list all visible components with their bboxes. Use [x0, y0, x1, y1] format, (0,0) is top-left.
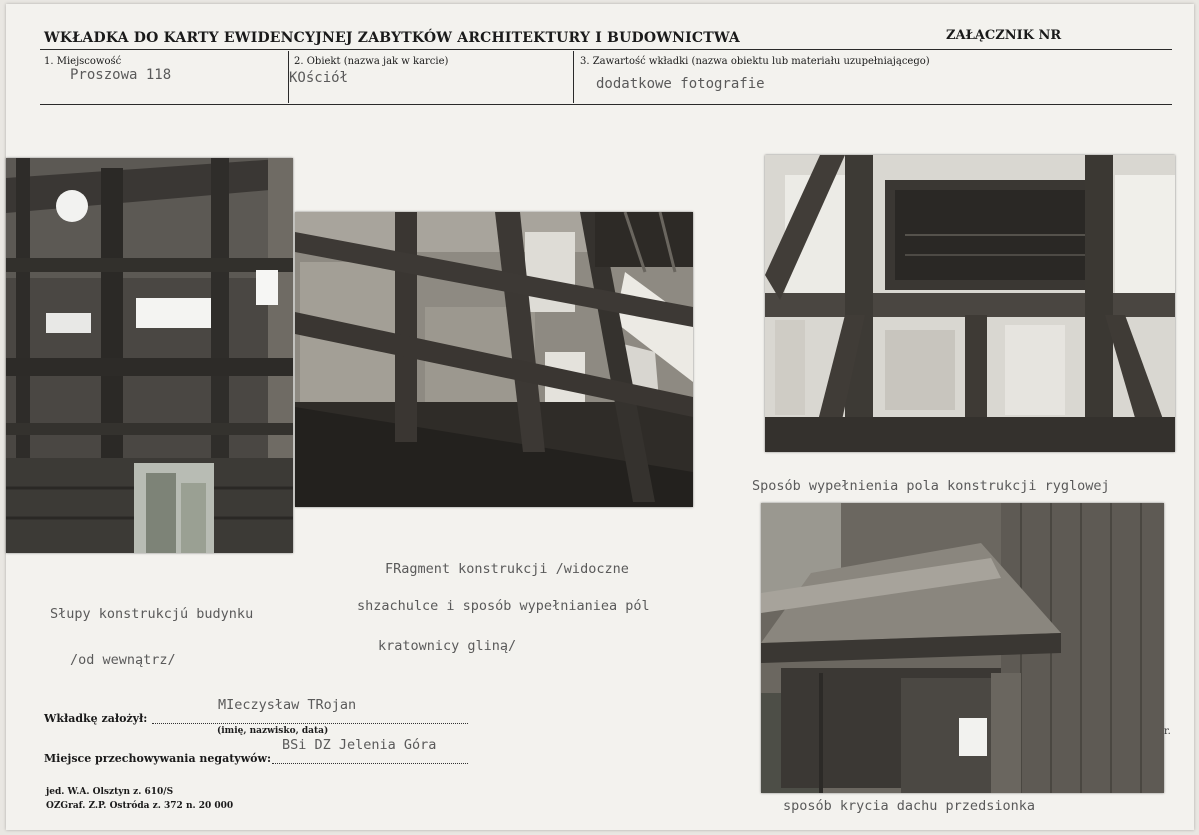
- photo-infill-method: [765, 155, 1175, 452]
- annex-label: ZAŁĄCZNIK NR: [946, 28, 1062, 43]
- negatives-value: BSi DZ Jelenia Góra: [282, 737, 437, 753]
- field-row-rule: [40, 104, 1172, 105]
- locality-value: Proszowa 118: [70, 67, 172, 83]
- print-note-line-2: OZGraf. Z.P. Ostróda z. 372 n. 20 000: [46, 801, 234, 811]
- object-value: KOściół: [289, 70, 349, 86]
- negatives-label: Miejsce przechowywania negatywów:: [44, 752, 272, 765]
- founder-dotted-line: [152, 722, 468, 724]
- photo-frame-fragment: [295, 212, 693, 507]
- negatives-dotted-line: [272, 762, 468, 764]
- caption-photo-4: sposób krycia dachu przedsionka: [783, 798, 1035, 814]
- object-label: 2. Obiekt (nazwa jak w karcie): [294, 56, 449, 67]
- contents-label: 3. Zawartość wkładki (nazwa obiektu lub materiału uzupełniającego): [580, 56, 930, 67]
- founder-value: MIeczysław TRojan: [218, 697, 357, 713]
- caption-photo-2-line-2: shzachulce i sposób wypełnianiea pól: [357, 598, 650, 614]
- founder-label: Wkładkę założył:: [44, 712, 148, 725]
- photo-interior-posts: [6, 158, 293, 553]
- caption-photo-1-line-2: /od wewnątrz/: [70, 652, 176, 668]
- locality-label: 1. Miejscowość: [44, 56, 122, 67]
- document-title: WKŁADKA DO KARTY EWIDENCYJNEJ ZABYTKÓW ARCHITEKTURY I BUDOWNICTWA: [44, 30, 740, 46]
- caption-photo-1-line-1: Słupy konstrukcjú budynku: [50, 606, 254, 622]
- caption-photo-2-line-3: kratownicy gliną/: [378, 638, 517, 654]
- header-rule: [40, 49, 1172, 50]
- contents-value: dodatkowe fotografie: [596, 76, 765, 92]
- founder-hint: (imię, nazwisko, data): [217, 726, 329, 736]
- margin-mark: r.: [1164, 726, 1171, 737]
- field-divider-2: [573, 51, 574, 103]
- caption-photo-3: Sposób wypełnienia pola konstrukcji ryglowej: [752, 478, 1110, 494]
- photo-porch-roof: [761, 503, 1164, 793]
- caption-photo-2-line-1: FRagment konstrukcji /widoczne: [385, 561, 629, 577]
- print-note-line-1: jed. W.A. Olsztyn z. 610/S: [46, 787, 174, 797]
